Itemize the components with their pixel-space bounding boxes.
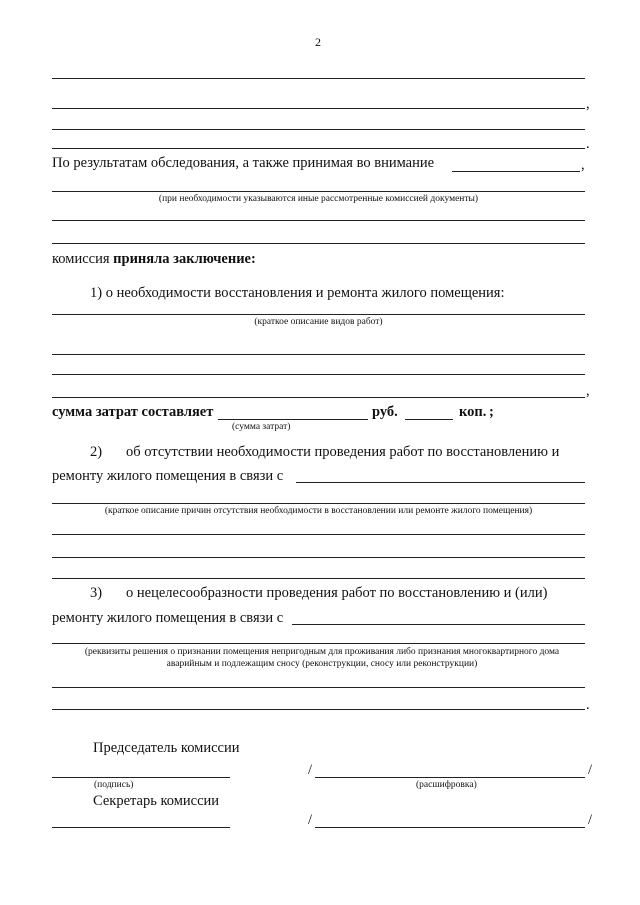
rub-label: руб. [372,404,398,420]
period-mark: . [586,697,590,713]
blank-line[interactable] [52,243,585,244]
reason-hint: (краткое описание причин отсутствия необходимости в восстановлении или ремонте жилого помещения) [104,506,533,516]
kop-label: коп. [459,404,487,420]
slash-mark: / [588,812,593,828]
item3-line1: о нецелесообразности проведения работ по восстановлению и (или) [126,585,548,601]
blank-line[interactable] [52,557,585,558]
chairman-name-field[interactable] [315,777,585,778]
item2-reason-field[interactable] [296,482,585,483]
cost-kop-field[interactable] [405,419,453,420]
blank-line[interactable] [52,108,585,109]
chairman-label: Председатель комиссии [93,740,240,756]
blank-line[interactable] [52,78,585,79]
item3-reason-field[interactable] [292,624,585,625]
secretary-name-field[interactable] [315,827,585,828]
slash-mark: / [308,762,313,778]
blank-line[interactable] [52,354,585,355]
secretary-label: Секретарь комиссии [93,793,220,809]
documents-hint: (при необходимости указываются иные рассмотренные комиссией документы) [158,194,479,204]
blank-line[interactable] [52,709,585,710]
item3-line2: ремонту жилого помещения в связи с [52,610,284,626]
blank-line[interactable] [52,643,585,644]
decision-hint-2: аварийным и подлежащим сносу (реконструкции, сносу или реконструкции) [166,659,478,669]
slash-mark: / [588,762,593,778]
decode-hint: (расшифровка) [416,780,477,790]
blank-line[interactable] [52,314,585,315]
decision-hint-1: (реквизиты решения о признании помещения непригодным для проживания либо признания многоквартирного дома [84,647,560,657]
blank-line[interactable] [52,534,585,535]
item2-number: 2) [90,444,103,460]
blank-line[interactable] [52,578,585,579]
blank-line[interactable] [52,220,585,221]
page-number: 2 [315,35,321,49]
secretary-signature-field[interactable] [52,827,230,828]
period-mark: . [586,136,590,152]
comma-mark: , [581,157,585,173]
cost-rub-field[interactable] [218,419,368,420]
slash-mark: / [308,812,313,828]
cost-label: сумма затрат составляет [52,404,214,420]
blank-line[interactable] [52,503,585,504]
documents-field[interactable] [452,171,580,172]
intro-text: По результатам обследования, а также принимая во внимание [52,155,435,171]
item3-number: 3) [90,585,103,601]
cost-hint: (сумма затрат) [232,422,291,432]
blank-line[interactable] [52,397,585,398]
comma-mark: , [586,383,590,399]
comma-mark: , [586,96,590,112]
conclusion-heading: комиссия приняла заключение: [52,251,256,267]
item1-text: 1) о необходимости восстановления и ремонта жилого помещения: [90,285,505,301]
item2-line2: ремонту жилого помещения в связи с [52,468,284,484]
works-hint: (краткое описание видов работ) [254,317,383,327]
signature-hint: (подпись) [94,780,134,790]
blank-line[interactable] [52,148,585,149]
chairman-signature-field[interactable] [52,777,230,778]
blank-line[interactable] [52,374,585,375]
blank-line[interactable] [52,129,585,130]
blank-line[interactable] [52,191,585,192]
blank-line[interactable] [52,687,585,688]
item2-line1: об отсутствии необходимости проведения работ по восстановлению и [126,444,560,460]
semicolon-mark: ; [489,404,494,420]
